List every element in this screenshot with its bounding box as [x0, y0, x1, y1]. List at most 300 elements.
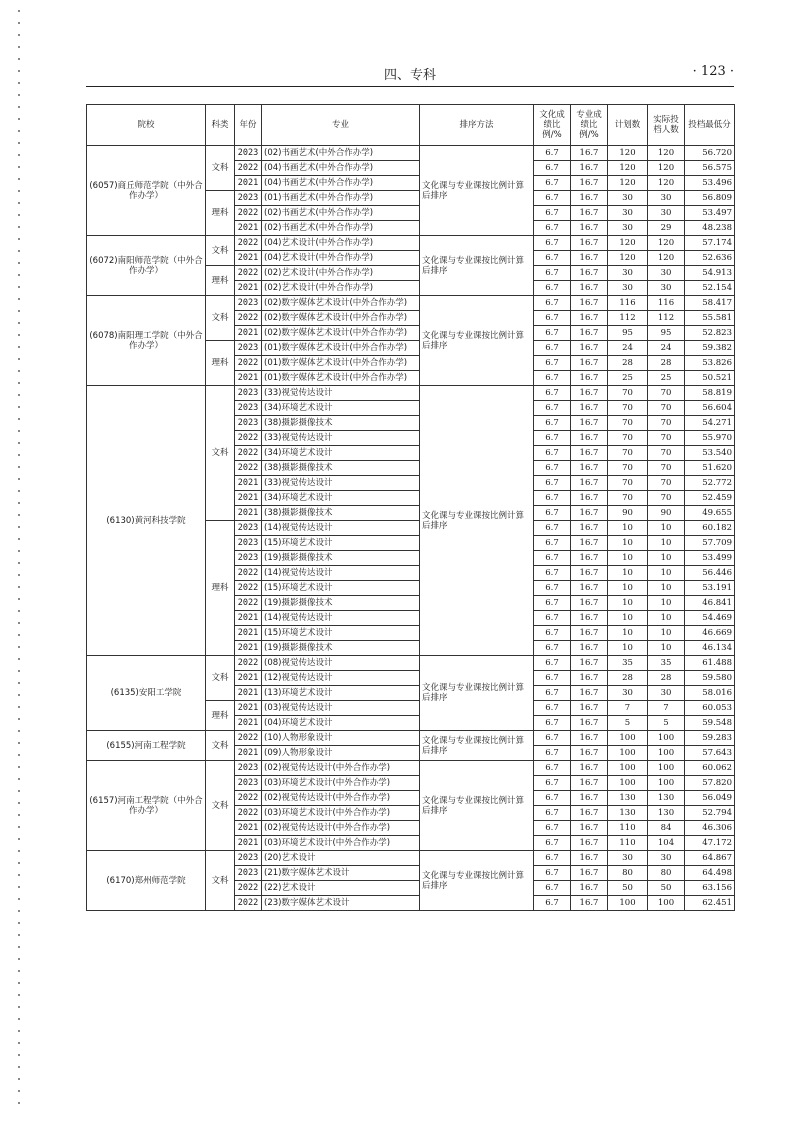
- professional-ratio-cell: 16.7: [571, 431, 608, 446]
- culture-ratio-cell: 6.7: [534, 266, 571, 281]
- actual-count-cell: 30: [648, 686, 685, 701]
- professional-ratio-cell: 16.7: [571, 731, 608, 746]
- culture-ratio-cell: 6.7: [534, 251, 571, 266]
- professional-ratio-cell: 16.7: [571, 191, 608, 206]
- table-header-row: [87, 105, 735, 146]
- professional-ratio-cell: 16.7: [571, 176, 608, 191]
- min-score-cell: 64.498: [685, 866, 735, 881]
- plan-count-cell: 100: [608, 776, 648, 791]
- min-score-cell: 46.841: [685, 596, 735, 611]
- page-header: [86, 56, 734, 87]
- header-cell: 投档最低分: [685, 105, 735, 146]
- min-score-cell: 52.772: [685, 476, 735, 491]
- min-score-cell: 63.156: [685, 881, 735, 896]
- institution-name: (6057)商丘师范学院（中外合作办学）: [87, 146, 206, 236]
- min-score-cell: 57.820: [685, 776, 735, 791]
- major-cell: (21)数字媒体艺术设计: [262, 866, 420, 881]
- actual-count-cell: 30: [648, 191, 685, 206]
- year-cell: 2023: [235, 851, 262, 866]
- plan-count-cell: 10: [608, 536, 648, 551]
- plan-count-cell: 7: [608, 701, 648, 716]
- year-cell: 2021: [235, 251, 262, 266]
- header-cell: 排序方法: [420, 105, 534, 146]
- header-cell: 年份: [235, 105, 262, 146]
- professional-ratio-cell: 16.7: [571, 551, 608, 566]
- actual-count-cell: 30: [648, 206, 685, 221]
- min-score-cell: 50.521: [685, 371, 735, 386]
- year-cell: 2023: [235, 536, 262, 551]
- header-cell: 专业成绩比例/%: [571, 105, 608, 146]
- plan-count-cell: 100: [608, 731, 648, 746]
- ranking-method: 文化课与专业课按比例计算后排序: [420, 146, 534, 236]
- culture-ratio-cell: 6.7: [534, 311, 571, 326]
- culture-ratio-cell: 6.7: [534, 896, 571, 911]
- major-cell: (03)环境艺术设计(中外合作办学): [262, 806, 420, 821]
- min-score-cell: 62.451: [685, 896, 735, 911]
- year-cell: 2021: [235, 701, 262, 716]
- min-score-cell: 58.417: [685, 296, 735, 311]
- header-cell: 专业: [262, 105, 420, 146]
- plan-count-cell: 70: [608, 401, 648, 416]
- culture-ratio-cell: 6.7: [534, 881, 571, 896]
- culture-ratio-cell: 6.7: [534, 521, 571, 536]
- year-cell: 2022: [235, 596, 262, 611]
- ranking-method: 文化课与专业课按比例计算后排序: [420, 731, 534, 761]
- plan-count-cell: 30: [608, 206, 648, 221]
- professional-ratio-cell: 16.7: [571, 746, 608, 761]
- min-score-cell: 59.382: [685, 341, 735, 356]
- min-score-cell: 52.459: [685, 491, 735, 506]
- institution-name: (6155)河南工程学院: [87, 731, 206, 761]
- actual-count-cell: 120: [648, 236, 685, 251]
- ranking-method: 文化课与专业课按比例计算后排序: [420, 851, 534, 911]
- plan-count-cell: 120: [608, 176, 648, 191]
- culture-ratio-cell: 6.7: [534, 356, 571, 371]
- year-cell: 2021: [235, 371, 262, 386]
- actual-count-cell: 30: [648, 281, 685, 296]
- subject-type: 文科: [206, 761, 235, 851]
- major-cell: (04)艺术设计(中外合作办学): [262, 236, 420, 251]
- min-score-cell: 59.283: [685, 731, 735, 746]
- year-cell: 2022: [235, 161, 262, 176]
- institution-name: (6130)黄河科技学院: [87, 386, 206, 656]
- professional-ratio-cell: 16.7: [571, 491, 608, 506]
- header-cell: 文化成绩比例/%: [534, 105, 571, 146]
- year-cell: 2022: [235, 356, 262, 371]
- culture-ratio-cell: 6.7: [534, 491, 571, 506]
- professional-ratio-cell: 16.7: [571, 461, 608, 476]
- plan-count-cell: 30: [608, 191, 648, 206]
- actual-count-cell: 10: [648, 536, 685, 551]
- plan-count-cell: 100: [608, 761, 648, 776]
- culture-ratio-cell: 6.7: [534, 641, 571, 656]
- table-row: [87, 236, 735, 251]
- min-score-cell: 48.238: [685, 221, 735, 236]
- plan-count-cell: 10: [608, 596, 648, 611]
- plan-count-cell: 110: [608, 821, 648, 836]
- min-score-cell: 51.620: [685, 461, 735, 476]
- major-cell: (34)环境艺术设计: [262, 446, 420, 461]
- culture-ratio-cell: 6.7: [534, 611, 571, 626]
- culture-ratio-cell: 6.7: [534, 656, 571, 671]
- major-cell: (14)视觉传达设计: [262, 566, 420, 581]
- professional-ratio-cell: 16.7: [571, 356, 608, 371]
- culture-ratio-cell: 6.7: [534, 581, 571, 596]
- culture-ratio-cell: 6.7: [534, 191, 571, 206]
- actual-count-cell: 130: [648, 806, 685, 821]
- min-score-cell: 56.575: [685, 161, 735, 176]
- min-score-cell: 55.970: [685, 431, 735, 446]
- culture-ratio-cell: 6.7: [534, 401, 571, 416]
- professional-ratio-cell: 16.7: [571, 446, 608, 461]
- actual-count-cell: 70: [648, 446, 685, 461]
- actual-count-cell: 28: [648, 671, 685, 686]
- plan-count-cell: 30: [608, 281, 648, 296]
- major-cell: (33)视觉传达设计: [262, 386, 420, 401]
- culture-ratio-cell: 6.7: [534, 731, 571, 746]
- actual-count-cell: 70: [648, 476, 685, 491]
- actual-count-cell: 28: [648, 356, 685, 371]
- major-cell: (03)视觉传达设计: [262, 701, 420, 716]
- culture-ratio-cell: 6.7: [534, 206, 571, 221]
- culture-ratio-cell: 6.7: [534, 671, 571, 686]
- min-score-cell: 52.154: [685, 281, 735, 296]
- actual-count-cell: 30: [648, 266, 685, 281]
- professional-ratio-cell: 16.7: [571, 416, 608, 431]
- professional-ratio-cell: 16.7: [571, 161, 608, 176]
- major-cell: (04)书画艺术(中外合作办学): [262, 176, 420, 191]
- plan-count-cell: 70: [608, 416, 648, 431]
- professional-ratio-cell: 16.7: [571, 536, 608, 551]
- professional-ratio-cell: 16.7: [571, 626, 608, 641]
- table-body: [87, 146, 735, 911]
- major-cell: (02)书画艺术(中外合作办学): [262, 206, 420, 221]
- major-cell: (38)摄影摄像技术: [262, 416, 420, 431]
- year-cell: 2022: [235, 236, 262, 251]
- min-score-cell: 55.581: [685, 311, 735, 326]
- year-cell: 2023: [235, 386, 262, 401]
- culture-ratio-cell: 6.7: [534, 686, 571, 701]
- header-cell: 实际投档人数: [648, 105, 685, 146]
- year-cell: 2021: [235, 716, 262, 731]
- major-cell: (10)人物形象设计: [262, 731, 420, 746]
- professional-ratio-cell: 16.7: [571, 371, 608, 386]
- actual-count-cell: 84: [648, 821, 685, 836]
- table-row: [87, 386, 735, 401]
- table-row: [87, 761, 735, 776]
- section-title: 四、专科: [383, 68, 436, 83]
- major-cell: (01)书画艺术(中外合作办学): [262, 191, 420, 206]
- actual-count-cell: 10: [648, 641, 685, 656]
- actual-count-cell: 120: [648, 251, 685, 266]
- actual-count-cell: 7: [648, 701, 685, 716]
- min-score-cell: 47.172: [685, 836, 735, 851]
- culture-ratio-cell: 6.7: [534, 371, 571, 386]
- major-cell: (02)艺术设计(中外合作办学): [262, 281, 420, 296]
- actual-count-cell: 50: [648, 881, 685, 896]
- ranking-method: 文化课与专业课按比例计算后排序: [420, 236, 534, 296]
- plan-count-cell: 30: [608, 686, 648, 701]
- culture-ratio-cell: 6.7: [534, 341, 571, 356]
- actual-count-cell: 10: [648, 566, 685, 581]
- professional-ratio-cell: 16.7: [571, 776, 608, 791]
- culture-ratio-cell: 6.7: [534, 281, 571, 296]
- actual-count-cell: 100: [648, 761, 685, 776]
- year-cell: 2022: [235, 461, 262, 476]
- header-cell: 科类: [206, 105, 235, 146]
- actual-count-cell: 104: [648, 836, 685, 851]
- min-score-cell: 53.496: [685, 176, 735, 191]
- plan-count-cell: 24: [608, 341, 648, 356]
- major-cell: (34)环境艺术设计: [262, 401, 420, 416]
- institution-name: (6072)南阳师范学院（中外合作办学）: [87, 236, 206, 296]
- major-cell: (02)数字媒体艺术设计(中外合作办学): [262, 296, 420, 311]
- subject-type: 文科: [206, 146, 235, 191]
- plan-count-cell: 30: [608, 266, 648, 281]
- min-score-cell: 53.497: [685, 206, 735, 221]
- actual-count-cell: 70: [648, 491, 685, 506]
- actual-count-cell: 95: [648, 326, 685, 341]
- actual-count-cell: 24: [648, 341, 685, 356]
- professional-ratio-cell: 16.7: [571, 311, 608, 326]
- year-cell: 2021: [235, 836, 262, 851]
- professional-ratio-cell: 16.7: [571, 791, 608, 806]
- professional-ratio-cell: 16.7: [571, 761, 608, 776]
- subject-type: 理科: [206, 521, 235, 656]
- actual-count-cell: 10: [648, 596, 685, 611]
- actual-count-cell: 100: [648, 731, 685, 746]
- institution-name: (6078)南阳理工学院（中外合作办学）: [87, 296, 206, 386]
- year-cell: 2022: [235, 581, 262, 596]
- major-cell: (09)人物形象设计: [262, 746, 420, 761]
- major-cell: (01)数字媒体艺术设计(中外合作办学): [262, 341, 420, 356]
- major-cell: (01)数字媒体艺术设计(中外合作办学): [262, 371, 420, 386]
- major-cell: (38)摄影摄像技术: [262, 506, 420, 521]
- professional-ratio-cell: 16.7: [571, 521, 608, 536]
- actual-count-cell: 100: [648, 776, 685, 791]
- year-cell: 2022: [235, 656, 262, 671]
- header-cell: 院校: [87, 105, 206, 146]
- culture-ratio-cell: 6.7: [534, 746, 571, 761]
- page-number: · 123 ·: [692, 64, 734, 79]
- subject-type: 理科: [206, 341, 235, 386]
- actual-count-cell: 10: [648, 581, 685, 596]
- plan-count-cell: 130: [608, 791, 648, 806]
- institution-name: (6170)郑州师范学院: [87, 851, 206, 911]
- plan-count-cell: 80: [608, 866, 648, 881]
- actual-count-cell: 5: [648, 716, 685, 731]
- culture-ratio-cell: 6.7: [534, 536, 571, 551]
- subject-type: 文科: [206, 296, 235, 341]
- major-cell: (38)摄影摄像技术: [262, 461, 420, 476]
- min-score-cell: 53.826: [685, 356, 735, 371]
- professional-ratio-cell: 16.7: [571, 401, 608, 416]
- major-cell: (14)视觉传达设计: [262, 521, 420, 536]
- actual-count-cell: 35: [648, 656, 685, 671]
- professional-ratio-cell: 16.7: [571, 221, 608, 236]
- min-score-cell: 52.636: [685, 251, 735, 266]
- year-cell: 2023: [235, 191, 262, 206]
- major-cell: (19)摄影摄像技术: [262, 551, 420, 566]
- major-cell: (23)数字媒体艺术设计: [262, 896, 420, 911]
- header-cell: 计划数: [608, 105, 648, 146]
- min-score-cell: 52.794: [685, 806, 735, 821]
- major-cell: (20)艺术设计: [262, 851, 420, 866]
- year-cell: 2023: [235, 296, 262, 311]
- culture-ratio-cell: 6.7: [534, 716, 571, 731]
- plan-count-cell: 120: [608, 236, 648, 251]
- min-score-cell: 60.182: [685, 521, 735, 536]
- professional-ratio-cell: 16.7: [571, 641, 608, 656]
- culture-ratio-cell: 6.7: [534, 506, 571, 521]
- professional-ratio-cell: 16.7: [571, 506, 608, 521]
- year-cell: 2023: [235, 866, 262, 881]
- actual-count-cell: 112: [648, 311, 685, 326]
- plan-count-cell: 70: [608, 491, 648, 506]
- min-score-cell: 56.809: [685, 191, 735, 206]
- year-cell: 2023: [235, 341, 262, 356]
- year-cell: 2021: [235, 641, 262, 656]
- plan-count-cell: 25: [608, 371, 648, 386]
- culture-ratio-cell: 6.7: [534, 806, 571, 821]
- plan-count-cell: 100: [608, 896, 648, 911]
- actual-count-cell: 90: [648, 506, 685, 521]
- culture-ratio-cell: 6.7: [534, 761, 571, 776]
- plan-count-cell: 90: [608, 506, 648, 521]
- actual-count-cell: 80: [648, 866, 685, 881]
- plan-count-cell: 70: [608, 431, 648, 446]
- major-cell: (12)视觉传达设计: [262, 671, 420, 686]
- year-cell: 2021: [235, 326, 262, 341]
- year-cell: 2021: [235, 821, 262, 836]
- culture-ratio-cell: 6.7: [534, 221, 571, 236]
- culture-ratio-cell: 6.7: [534, 431, 571, 446]
- min-score-cell: 54.271: [685, 416, 735, 431]
- major-cell: (14)视觉传达设计: [262, 611, 420, 626]
- professional-ratio-cell: 16.7: [571, 236, 608, 251]
- culture-ratio-cell: 6.7: [534, 626, 571, 641]
- table-row: [87, 731, 735, 746]
- professional-ratio-cell: 16.7: [571, 206, 608, 221]
- year-cell: 2021: [235, 281, 262, 296]
- actual-count-cell: 25: [648, 371, 685, 386]
- plan-count-cell: 130: [608, 806, 648, 821]
- year-cell: 2023: [235, 551, 262, 566]
- major-cell: (03)环境艺术设计(中外合作办学): [262, 776, 420, 791]
- culture-ratio-cell: 6.7: [534, 701, 571, 716]
- actual-count-cell: 29: [648, 221, 685, 236]
- culture-ratio-cell: 6.7: [534, 176, 571, 191]
- major-cell: (15)环境艺术设计: [262, 536, 420, 551]
- culture-ratio-cell: 6.7: [534, 566, 571, 581]
- min-score-cell: 54.913: [685, 266, 735, 281]
- subject-type: 理科: [206, 266, 235, 296]
- year-cell: 2021: [235, 221, 262, 236]
- subject-type: 理科: [206, 191, 235, 236]
- plan-count-cell: 70: [608, 386, 648, 401]
- actual-count-cell: 70: [648, 401, 685, 416]
- plan-count-cell: 50: [608, 881, 648, 896]
- culture-ratio-cell: 6.7: [534, 596, 571, 611]
- culture-ratio-cell: 6.7: [534, 416, 571, 431]
- major-cell: (02)数字媒体艺术设计(中外合作办学): [262, 326, 420, 341]
- year-cell: 2023: [235, 146, 262, 161]
- professional-ratio-cell: 16.7: [571, 836, 608, 851]
- actual-count-cell: 70: [648, 416, 685, 431]
- culture-ratio-cell: 6.7: [534, 821, 571, 836]
- plan-count-cell: 70: [608, 461, 648, 476]
- ranking-method: 文化课与专业课按比例计算后排序: [420, 386, 534, 656]
- culture-ratio-cell: 6.7: [534, 146, 571, 161]
- admission-table: [86, 104, 735, 911]
- min-score-cell: 58.016: [685, 686, 735, 701]
- professional-ratio-cell: 16.7: [571, 266, 608, 281]
- professional-ratio-cell: 16.7: [571, 611, 608, 626]
- year-cell: 2023: [235, 521, 262, 536]
- major-cell: (04)环境艺术设计: [262, 716, 420, 731]
- actual-count-cell: 30: [648, 851, 685, 866]
- culture-ratio-cell: 6.7: [534, 551, 571, 566]
- min-score-cell: 60.062: [685, 761, 735, 776]
- major-cell: (04)书画艺术(中外合作办学): [262, 161, 420, 176]
- major-cell: (02)视觉传达设计(中外合作办学): [262, 761, 420, 776]
- plan-count-cell: 10: [608, 626, 648, 641]
- major-cell: (19)摄影摄像技术: [262, 641, 420, 656]
- professional-ratio-cell: 16.7: [571, 701, 608, 716]
- plan-count-cell: 30: [608, 221, 648, 236]
- subject-type: 文科: [206, 731, 235, 761]
- professional-ratio-cell: 16.7: [571, 881, 608, 896]
- table-row: [87, 851, 735, 866]
- min-score-cell: 57.174: [685, 236, 735, 251]
- plan-count-cell: 110: [608, 836, 648, 851]
- plan-count-cell: 28: [608, 356, 648, 371]
- institution-name: (6135)安阳工学院: [87, 656, 206, 731]
- major-cell: (34)环境艺术设计: [262, 491, 420, 506]
- min-score-cell: 56.446: [685, 566, 735, 581]
- major-cell: (01)数字媒体艺术设计(中外合作办学): [262, 356, 420, 371]
- year-cell: 2022: [235, 431, 262, 446]
- min-score-cell: 49.655: [685, 506, 735, 521]
- major-cell: (15)环境艺术设计: [262, 626, 420, 641]
- min-score-cell: 56.604: [685, 401, 735, 416]
- major-cell: (02)视觉传达设计(中外合作办学): [262, 791, 420, 806]
- year-cell: 2021: [235, 746, 262, 761]
- year-cell: 2022: [235, 881, 262, 896]
- major-cell: (08)视觉传达设计: [262, 656, 420, 671]
- professional-ratio-cell: 16.7: [571, 716, 608, 731]
- year-cell: 2022: [235, 266, 262, 281]
- culture-ratio-cell: 6.7: [534, 326, 571, 341]
- subject-type: 文科: [206, 656, 235, 701]
- professional-ratio-cell: 16.7: [571, 581, 608, 596]
- actual-count-cell: 120: [648, 176, 685, 191]
- major-cell: (02)数字媒体艺术设计(中外合作办学): [262, 311, 420, 326]
- year-cell: 2023: [235, 761, 262, 776]
- professional-ratio-cell: 16.7: [571, 806, 608, 821]
- professional-ratio-cell: 16.7: [571, 686, 608, 701]
- min-score-cell: 46.669: [685, 626, 735, 641]
- professional-ratio-cell: 16.7: [571, 671, 608, 686]
- year-cell: 2022: [235, 731, 262, 746]
- min-score-cell: 56.720: [685, 146, 735, 161]
- actual-count-cell: 120: [648, 161, 685, 176]
- min-score-cell: 54.469: [685, 611, 735, 626]
- professional-ratio-cell: 16.7: [571, 896, 608, 911]
- actual-count-cell: 70: [648, 461, 685, 476]
- professional-ratio-cell: 16.7: [571, 146, 608, 161]
- actual-count-cell: 130: [648, 791, 685, 806]
